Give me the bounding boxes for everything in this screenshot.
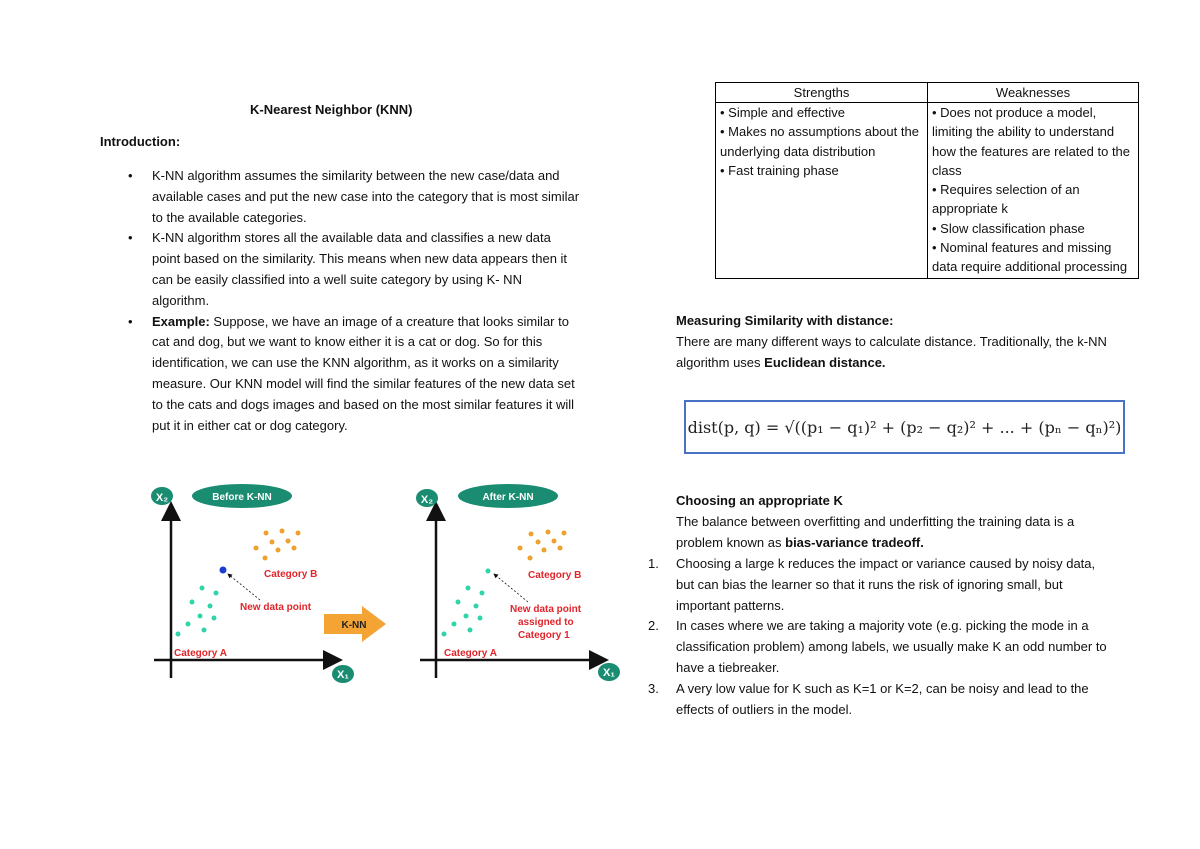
assigned-label-line2: assigned to (518, 617, 574, 628)
list-number: 2. (648, 618, 659, 634)
strength-item: • Makes no assumptions about the underlying data distribution (720, 124, 919, 159)
category-a-point (486, 569, 491, 574)
x1-axis-label: X₁ (337, 669, 349, 681)
choosing-k-intro-plain: The balance between overfitting and underfitting the training data is a problem known as (676, 513, 1075, 550)
euclidean-formula: dist(p, q) = √((p₁ − q₁)² + (p₂ − q₂)² + ... + (pₙ − qₙ)²) (684, 400, 1125, 454)
category-a-point (466, 586, 471, 591)
before-label: Before K-NN (212, 492, 272, 503)
category-b-points (518, 530, 567, 561)
category-b-point (286, 539, 291, 544)
list-item (100, 228, 580, 311)
weaknesses-cell (928, 103, 1139, 279)
category-b-point (562, 531, 567, 536)
category-a-point (190, 600, 195, 605)
category-a-point (468, 628, 473, 633)
category-b-point (263, 556, 268, 561)
category-a-point (208, 604, 213, 609)
list-item-text: A very low value for K such as K=1 or K=2, can be noisy and lead to the effects of outliers in the model. (676, 680, 1089, 717)
list-item (640, 554, 1110, 616)
similarity-text-bold: Euclidean distance. (764, 354, 886, 370)
x1-axis-label: X₁ (603, 667, 615, 679)
list-number: 1. (648, 556, 659, 571)
list-item-text: Choosing a large k reduces the impact or variance caused by noisy data, but can bias the learner so that it runs the risk of ignoring small, but important patterns. (676, 556, 1096, 613)
weakness-item: • Requires selection of an appropriate k (932, 182, 1080, 217)
strengths-cell (716, 103, 928, 279)
category-a-point (212, 616, 217, 621)
category-b-point (296, 531, 301, 536)
list-item-text: In cases where we are taking a majority vote (e.g. picking the mode in a classification problem) among labels, we usually make K an odd number to have a tiebreaker. (676, 618, 1107, 675)
category-a-point (478, 616, 483, 621)
list-number: 3. (648, 680, 659, 696)
category-b-point (536, 540, 541, 545)
category-b-point (264, 531, 269, 536)
before-panel (151, 484, 354, 683)
category-a-point (480, 591, 485, 596)
choosing-k-intro-bold: bias-variance tradeoff. (785, 534, 924, 550)
similarity-heading: Measuring Similarity with distance: (676, 313, 894, 328)
new-point-pointer (494, 574, 528, 602)
category-a-point (186, 622, 191, 627)
new-point-label: New data point (240, 602, 312, 613)
weakness-item: • Slow classification phase (932, 220, 1085, 236)
category-a-label: Category A (174, 648, 227, 659)
category-a-point (200, 586, 205, 591)
similarity-text-plain: There are many different ways to calculate distance. Traditionally, the k-NN algorithm uses (676, 333, 1107, 370)
category-a-point (474, 604, 479, 609)
weakness-item: • Nominal features and missing data require additional processing (932, 240, 1128, 275)
table-header-row (716, 83, 1139, 103)
choosing-k-list (640, 554, 1110, 720)
weakness-item: • Does not produce a model, limiting the ability to understand how the features are related to the class (932, 105, 1131, 178)
category-b-point (254, 546, 259, 551)
category-b-point (292, 546, 297, 551)
category-a-label: Category A (444, 648, 497, 659)
bullet-text: Suppose, we have an image of a creature that looks similar to cat and dog, but we want to know either it is a cat or dog. So for this identification, we can use the KNN algorithm, as it works on a similarity measure. Our KNN model will find the similar features of the new data set to the cats and dogs images and based on the most similar features it will put it in either cat or dog category. (152, 313, 575, 433)
category-b-point (528, 556, 533, 561)
page-title: K-Nearest Neighbor (KNN) (250, 102, 413, 117)
assigned-label-line3: Category 1 (518, 630, 570, 641)
similarity-section (676, 311, 1116, 373)
category-b-point (529, 532, 534, 537)
category-a-point (452, 622, 457, 627)
knn-diagram (148, 478, 628, 688)
similarity-text (676, 332, 1116, 374)
category-b-point (558, 546, 563, 551)
category-a-point (198, 614, 203, 619)
list-item (100, 166, 580, 228)
choosing-k-section (676, 491, 1096, 553)
category-b-point (542, 548, 547, 553)
choosing-k-heading: Choosing an appropriate K (676, 493, 843, 508)
category-b-label: Category B (528, 570, 582, 581)
category-a-point (202, 628, 207, 633)
table-row (716, 103, 1139, 279)
category-b-point (276, 548, 281, 553)
new-data-point (220, 567, 227, 574)
list-item (640, 679, 1110, 721)
bullet-text: K-NN algorithm stores all the available data and classifies a new data point based on the similarity. This means when new data appears then it can be easily classified into a well suite category by using K- NN algorithm. (152, 230, 568, 308)
x2-axis-label: X₂ (155, 492, 169, 504)
category-a-point (176, 632, 181, 637)
after-panel (416, 484, 620, 681)
arrow-label: K-NN (341, 620, 367, 631)
choosing-k-intro (676, 512, 1096, 554)
strength-item: • Fast training phase (720, 162, 839, 178)
bullet-icon: • (128, 230, 133, 246)
category-b-point (546, 530, 551, 535)
strength-item: • Simple and effective (720, 105, 845, 120)
list-item (640, 616, 1110, 678)
intro-heading: Introduction: (100, 134, 181, 149)
category-b-label: Category B (264, 569, 318, 580)
new-point-pointer (228, 574, 260, 600)
category-a-point (456, 600, 461, 605)
after-label: After K-NN (482, 492, 534, 503)
category-b-point (552, 539, 557, 544)
knn-transition-arrow (324, 606, 386, 642)
x2-axis-label: X₂ (420, 494, 434, 506)
strengths-weaknesses-table (715, 82, 1139, 279)
category-b-point (518, 546, 523, 551)
category-a-point (214, 591, 219, 596)
intro-bullet-list (100, 166, 580, 436)
category-a-point (442, 632, 447, 637)
bullet-text: K-NN algorithm assumes the similarity between the new case/data and available cases and put the new case into the category that is most similar to the available categories. (152, 168, 580, 225)
list-item (100, 312, 580, 437)
category-b-point (280, 529, 285, 534)
bullet-icon: • (128, 168, 133, 183)
category-a-points (176, 586, 219, 637)
assigned-label-line1: New data point (510, 604, 582, 615)
category-b-points (254, 529, 301, 561)
category-a-point (464, 614, 469, 619)
table-header: Strengths (716, 83, 928, 103)
category-a-points (442, 569, 491, 637)
bullet-icon: • (128, 313, 133, 329)
bullet-bold-lead: Example: (152, 313, 210, 329)
category-b-point (270, 540, 275, 545)
table-header: Weaknesses (928, 83, 1139, 103)
